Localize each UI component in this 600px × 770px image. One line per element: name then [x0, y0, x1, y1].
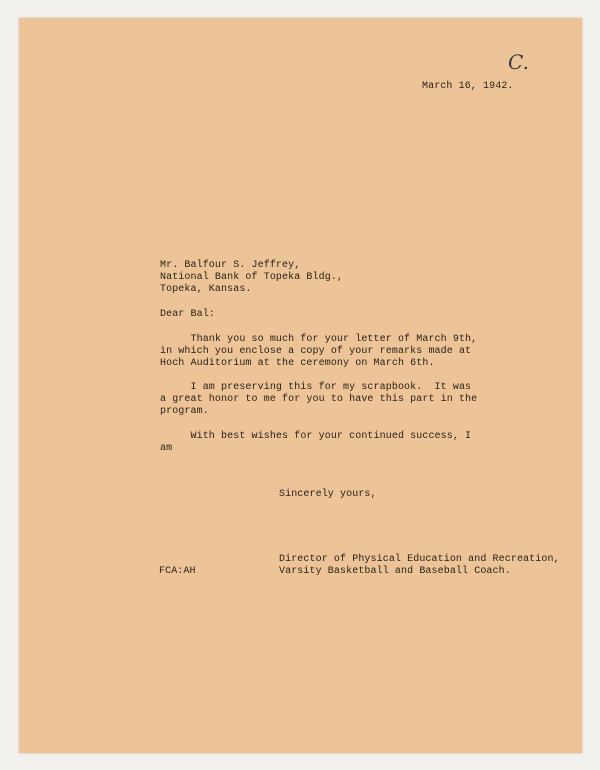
paragraph-line: Hoch Auditorium at the ceremony on March 6th.: [160, 358, 435, 369]
paragraph-line: program.: [160, 406, 209, 417]
paragraph-line: With best wishes for your continued success, I: [160, 431, 472, 442]
recipient-name: Mr. Balfour S. Jeffrey,: [160, 260, 301, 271]
salutation: Dear Bal:: [160, 309, 215, 320]
handwritten-annotation: C.: [508, 50, 529, 74]
paragraph-line: Thank you so much for your letter of March 9th,: [160, 334, 478, 345]
signature-title-line2: Varsity Basketball and Baseball Coach.: [279, 566, 511, 577]
paragraph-line: a great honor to me for you to have this part in the: [160, 394, 478, 405]
letter-date: March 16, 1942.: [422, 81, 514, 92]
letter-page: [19, 18, 582, 753]
recipient-address-line2: Topeka, Kansas.: [160, 284, 252, 295]
signature-title-line1: Director of Physical Education and Recreation,: [279, 554, 560, 565]
paragraph-line: I am preserving this for my scrapbook. It was: [160, 382, 472, 393]
closing: Sincerely yours,: [279, 489, 377, 500]
paragraph-line: in which you enclose a copy of your remarks made at: [160, 346, 472, 357]
recipient-address-line1: National Bank of Topeka Bldg.,: [160, 272, 344, 283]
reference-initials: FCA:AH: [159, 566, 196, 577]
paragraph-line: am: [160, 443, 173, 454]
